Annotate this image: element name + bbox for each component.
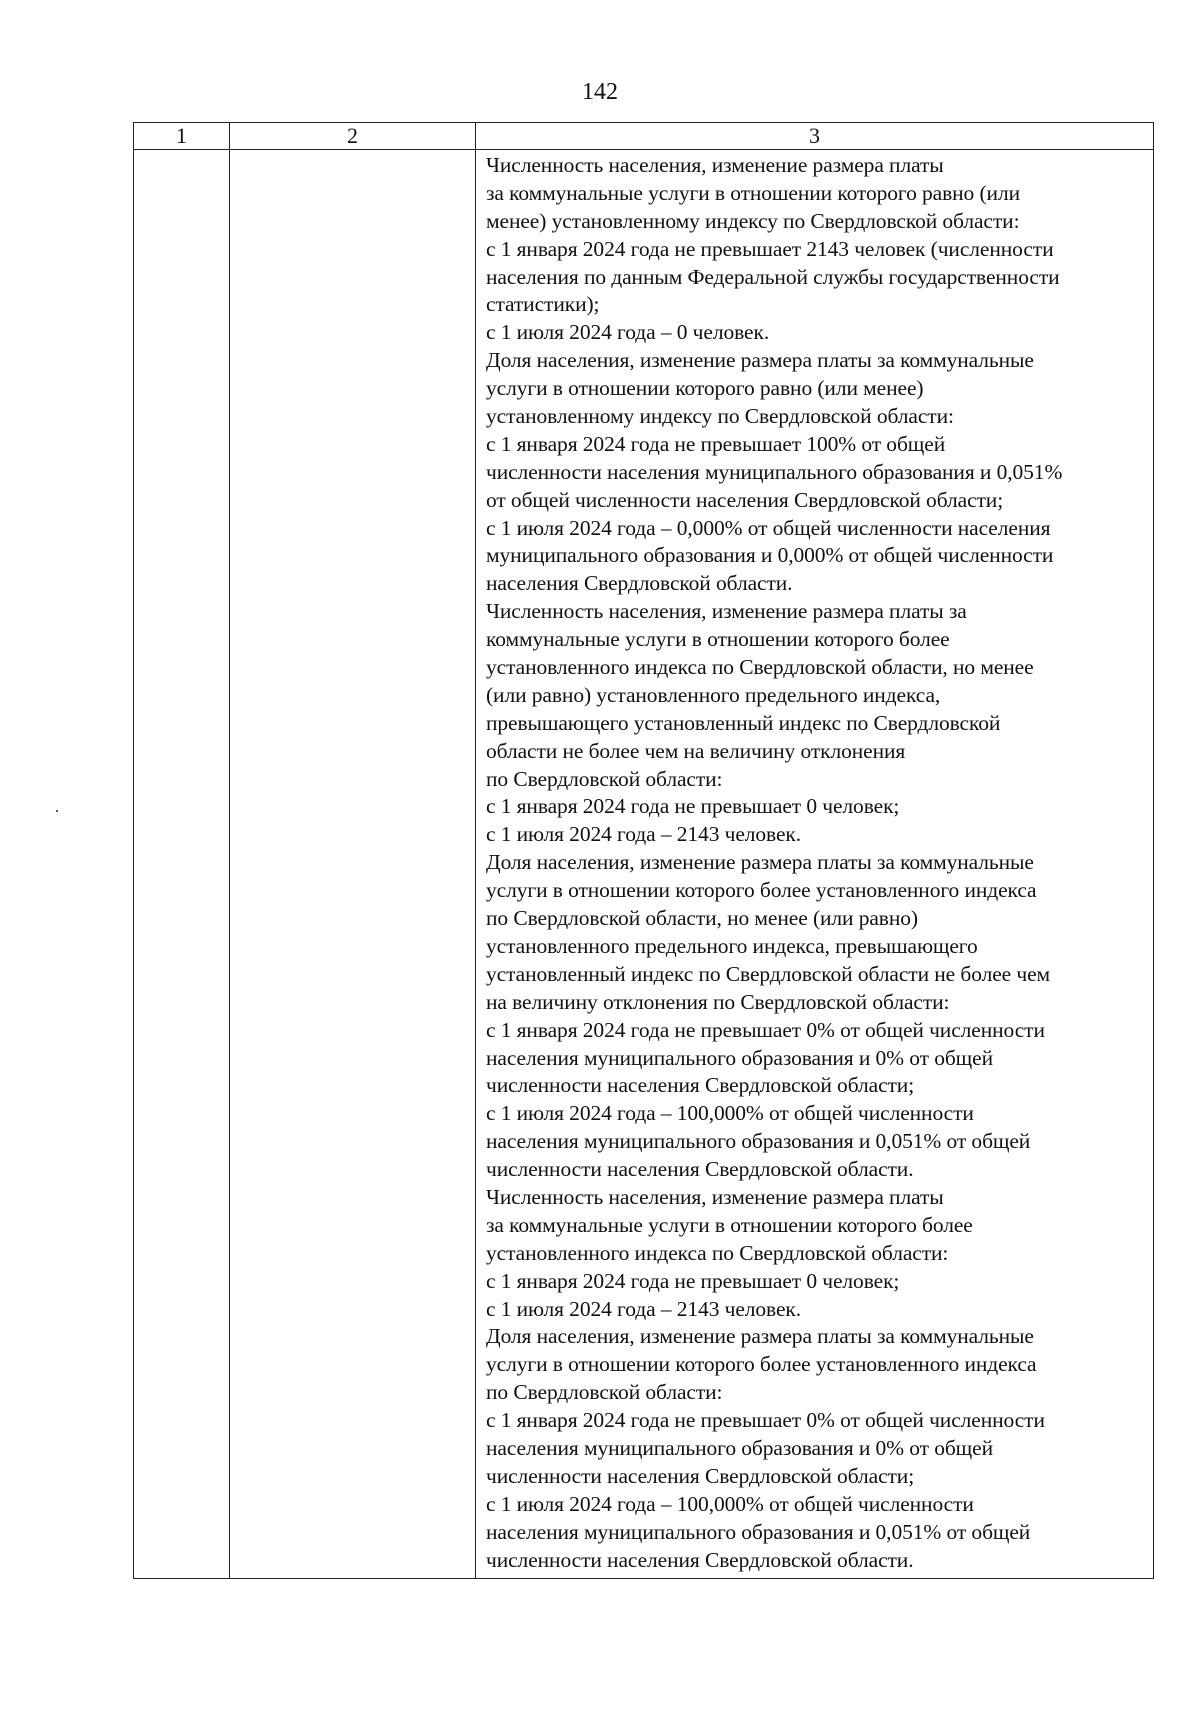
text-line: с 1 июля 2024 года – 2143 человек. — [486, 822, 802, 847]
text-line: с 1 июля 2024 года – 0 человек. — [486, 320, 770, 345]
text-line: населения муниципального образования и 0% от общей — [486, 1045, 993, 1070]
text-line: услуги в отношении которого более установленного индекса — [486, 1352, 1037, 1377]
text-line: за коммунальные услуги в отношении которого более — [486, 1212, 973, 1237]
text-line: численности населения Свердловской области; — [486, 1463, 915, 1488]
text-line: населения муниципального образования и 0,051% от общей — [486, 1129, 1031, 1154]
text-line: установленному индексу по Свердловской области: — [486, 404, 954, 429]
text-line: Доля населения, изменение размера платы за коммунальные — [486, 850, 1034, 875]
text-line: установленного индекса по Свердловской области: — [486, 1240, 949, 1265]
text-line: коммунальные услуги в отношении которого более — [486, 627, 950, 652]
text-line: области не более чем на величину отклонения — [486, 738, 906, 763]
text-line: населения муниципального образования и 0,051% от общей — [486, 1519, 1031, 1544]
text-line: муниципального образования и 0,000% от общей численности — [486, 543, 1054, 568]
text-line: от общей численности населения Свердловской области; — [486, 487, 1004, 512]
text-line: с 1 января 2024 года не превышает 100% от общей — [486, 431, 946, 456]
text-line: по Свердловской области: — [486, 766, 723, 791]
text-line: (или равно) установленного предельного индекса, — [486, 682, 941, 707]
row-cell-2 — [230, 150, 476, 1579]
text-line: Численность населения, изменение размера платы — [486, 1184, 944, 1209]
row-cell-1 — [134, 150, 230, 1579]
text-line: с 1 января 2024 года не превышает 2143 человек (численности — [486, 236, 1054, 261]
text-line: услуги в отношении которого равно (или менее) — [486, 376, 924, 401]
text-line: населения по данным Федеральной службы государственности — [486, 264, 1060, 289]
text-line: за коммунальные услуги в отношении которого равно (или — [486, 180, 1020, 205]
table-row — [134, 150, 1154, 1579]
header-cell-1: 1 — [134, 123, 230, 150]
text-line: с 1 июля 2024 года – 0,000% от общей численности населения — [486, 515, 1051, 540]
row-cell-3-text — [476, 150, 1154, 1579]
text-line: численности населения Свердловской области; — [486, 1073, 915, 1098]
page-number: 142 — [582, 79, 618, 105]
header-cell-3: 3 — [476, 123, 1154, 150]
text-line: численности населения Свердловской области. — [486, 1547, 914, 1572]
text-line: превышающего установленный индекс по Свердловской — [486, 710, 1001, 735]
text-line: установленного предельного индекса, превышающего — [486, 933, 978, 958]
text-line: численности населения Свердловской области. — [486, 1157, 914, 1182]
text-line: с 1 июля 2024 года – 2143 человек. — [486, 1296, 802, 1321]
text-line: услуги в отношении которого более установленного индекса — [486, 878, 1037, 903]
text-line: по Свердловской области, но менее (или равно) — [486, 906, 918, 931]
text-line: Доля населения, изменение размера платы за коммунальные — [486, 1324, 1034, 1349]
text-line: Доля населения, изменение размера платы за коммунальные — [486, 348, 1034, 373]
table-header-row — [134, 123, 1154, 150]
header-cell-2: 2 — [230, 123, 476, 150]
text-line: установленный индекс по Свердловской области не более чем — [486, 961, 1051, 986]
text-line: с 1 января 2024 года не превышает 0 человек; — [486, 1268, 900, 1293]
text-line: с 1 января 2024 года не превышает 0% от общей численности — [486, 1408, 1045, 1433]
text-line: установленного индекса по Свердловской области, но менее — [486, 655, 1034, 680]
text-line: численности населения муниципального образования и 0,051% — [486, 459, 1063, 484]
text-line: менее) установленному индексу по Свердловской области: — [486, 208, 1020, 233]
text-line: с 1 января 2024 года не превышает 0 человек; — [486, 794, 900, 819]
text-line: Численность населения, изменение размера платы за — [486, 599, 967, 624]
text-line: с 1 января 2024 года не превышает 0% от общей численности — [486, 1017, 1045, 1042]
text-line: Численность населения, изменение размера платы — [486, 153, 944, 177]
scan-speck — [56, 810, 58, 812]
text-line: на величину отклонения по Свердловской области: — [486, 989, 950, 1014]
text-line: населения муниципального образования и 0% от общей — [486, 1435, 993, 1460]
document-table — [133, 122, 1154, 1579]
text-line: статистики); — [486, 292, 600, 317]
text-line: населения Свердловской области. — [486, 571, 793, 596]
text-line: с 1 июля 2024 года – 100,000% от общей численности — [486, 1491, 974, 1516]
text-line: по Свердловской области: — [486, 1380, 723, 1405]
text-line: с 1 июля 2024 года – 100,000% от общей численности — [486, 1101, 974, 1126]
